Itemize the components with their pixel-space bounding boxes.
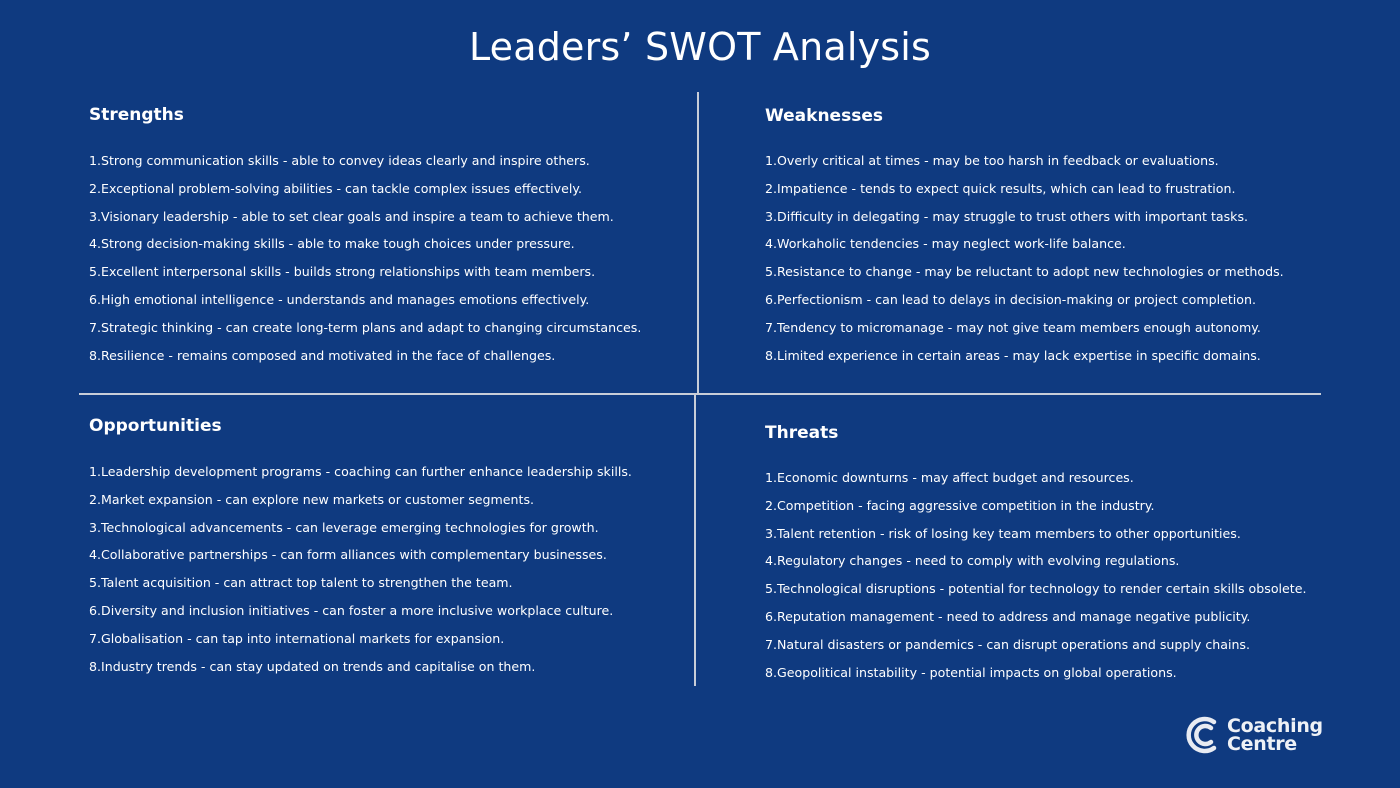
item-number: 1. [89,464,102,479]
weaknesses-item [765,203,1284,231]
item-number: 6. [765,608,778,624]
item-number: 7. [765,319,778,335]
opportunities-quadrant [89,415,632,680]
item-text: Strong decision-making skills - able to make tough choices under pressure. [101,236,575,252]
strengths-item [89,314,641,342]
item-number: 6. [89,291,102,307]
item-number: 1. [765,153,778,168]
threats-item [765,547,1306,575]
item-number: 8. [89,658,102,674]
item-number: 4. [89,236,102,252]
coaching-centre-logo [1184,713,1323,757]
vertical-divider-bottom [694,394,696,686]
item-number: 2. [89,491,102,507]
item-text: Excellent interpersonal skills - builds strong relationships with team members. [101,264,596,280]
strengths-item [89,203,641,231]
item-number: 2. [89,180,102,196]
strengths-item [89,175,641,203]
item-text: Visionary leadership - able to set clear goals and inspire a team to achieve them. [101,208,614,224]
item-number: 8. [765,664,778,680]
opportunities-item [89,569,632,597]
logo-line-2: Centre [1227,733,1297,755]
item-text: Industry trends - can stay updated on trends and capitalise on them. [101,658,536,674]
item-number: 2. [765,180,778,196]
opportunities-item [89,653,632,681]
item-number: 4. [765,236,778,252]
weaknesses-item [765,230,1284,258]
item-text: Strong communication skills - able to convey ideas clearly and inspire others. [101,153,590,168]
item-number: 8. [765,347,778,363]
item-text: Talent acquisition - can attract top talent to strengthen the team. [101,575,513,591]
threats-heading: Threats [765,423,839,443]
weaknesses-item [765,286,1284,314]
item-number: 4. [765,553,778,569]
threats-item [765,659,1306,687]
strengths-item [89,147,641,175]
threats-item [765,464,1306,492]
weaknesses-item [765,175,1284,203]
item-text: Globalisation - can tap into international markets for expansion. [101,630,505,646]
item-number: 2. [765,497,778,513]
strengths-item [89,230,641,258]
strengths-heading: Strengths [89,105,184,125]
opportunities-item [89,514,632,542]
item-text: Difficulty in delegating - may struggle to trust others with important tasks. [777,208,1249,224]
weaknesses-item [765,258,1284,286]
opportunities-item [89,486,632,514]
item-number: 7. [89,630,102,646]
item-number: 6. [765,291,778,307]
item-text: Technological advancements - can leverage emerging technologies for growth. [101,519,599,535]
item-text: Perfectionism - can lead to delays in decision-making or project completion. [777,291,1256,307]
opportunities-heading: Opportunities [89,416,222,436]
item-text: Competition - facing aggressive competition in the industry. [777,497,1155,513]
item-number: 3. [89,208,102,224]
item-number: 1. [89,153,102,168]
threats-item [765,520,1306,548]
item-text: Limited experience in certain areas - may lack expertise in specific domains. [777,347,1261,363]
item-text: Talent retention - risk of losing key team members to other opportunities. [777,525,1241,541]
weaknesses-item [765,314,1284,342]
weaknesses-heading: Weaknesses [765,106,883,126]
opportunities-item [89,541,632,569]
item-text: Geopolitical instability - potential impacts on global operations. [777,664,1177,680]
logo-text [1227,717,1323,753]
item-text: Impatience - tends to expect quick results, which can lead to frustration. [777,180,1236,196]
item-text: Natural disasters or pandemics - can disrupt operations and supply chains. [777,636,1250,652]
strengths-item [89,258,641,286]
threats-item [765,492,1306,520]
item-text: Collaborative partnerships - can form alliances with complementary businesses. [101,547,607,563]
threats-item [765,631,1306,659]
item-text: Tendency to micromanage - may not give team members enough autonomy. [777,319,1261,335]
item-number: 5. [89,575,102,591]
item-text: Leadership development programs - coaching can further enhance leadership skills. [101,464,632,479]
item-text: Reputation management - need to address and manage negative publicity. [777,608,1251,624]
coaching-centre-logo-icon [1184,713,1224,757]
threats-list [765,464,1306,686]
item-text: Workaholic tendencies - may neglect work-life balance. [777,236,1126,252]
item-text: Economic downturns - may affect budget and resources. [777,470,1134,485]
item-number: 4. [89,547,102,563]
item-text: Resilience - remains composed and motivated in the face of challenges. [101,347,556,363]
weaknesses-list [765,147,1284,369]
opportunities-item [89,625,632,653]
item-text: High emotional intelligence - understands and manages emotions effectively. [101,291,590,307]
opportunities-item [89,597,632,625]
vertical-divider-top [697,92,699,394]
item-number: 8. [89,347,102,363]
item-number: 7. [89,319,102,335]
threats-item [765,575,1306,603]
strengths-item [89,342,641,370]
page-title: Leaders’ SWOT Analysis [468,25,932,69]
threats-quadrant [765,422,1306,686]
strengths-list [89,147,641,369]
opportunities-item [89,458,632,486]
item-number: 5. [89,264,102,280]
item-number: 3. [765,208,778,224]
weaknesses-item [765,147,1284,175]
item-number: 5. [765,581,778,597]
item-text: Technological disruptions - potential for technology to render certain skills obsolete. [777,581,1307,597]
weaknesses-quadrant [765,105,1284,369]
item-text: Regulatory changes - need to comply with evolving regulations. [777,553,1180,569]
item-text: Market expansion - can explore new markets or customer segments. [101,491,535,507]
opportunities-list [89,458,632,680]
item-text: Strategic thinking - can create long-term plans and adapt to changing circumstances. [101,319,642,335]
item-number: 1. [765,470,778,485]
threats-item [765,603,1306,631]
weaknesses-item [765,342,1284,370]
item-number: 5. [765,264,778,280]
horizontal-divider [79,393,1321,395]
item-number: 3. [89,519,102,535]
item-number: 3. [765,525,778,541]
strengths-quadrant [89,104,641,369]
item-text: Overly critical at times - may be too harsh in feedback or evaluations. [777,153,1219,168]
logo-line-1: Coaching [1227,715,1323,737]
item-text: Resistance to change - may be reluctant to adopt new technologies or methods. [777,264,1284,280]
item-number: 6. [89,602,102,618]
item-number: 7. [765,636,778,652]
strengths-item [89,286,641,314]
item-text: Diversity and inclusion initiatives - can foster a more inclusive workplace culture. [101,602,614,618]
item-text: Exceptional problem-solving abilities - can tackle complex issues effectively. [101,180,582,196]
